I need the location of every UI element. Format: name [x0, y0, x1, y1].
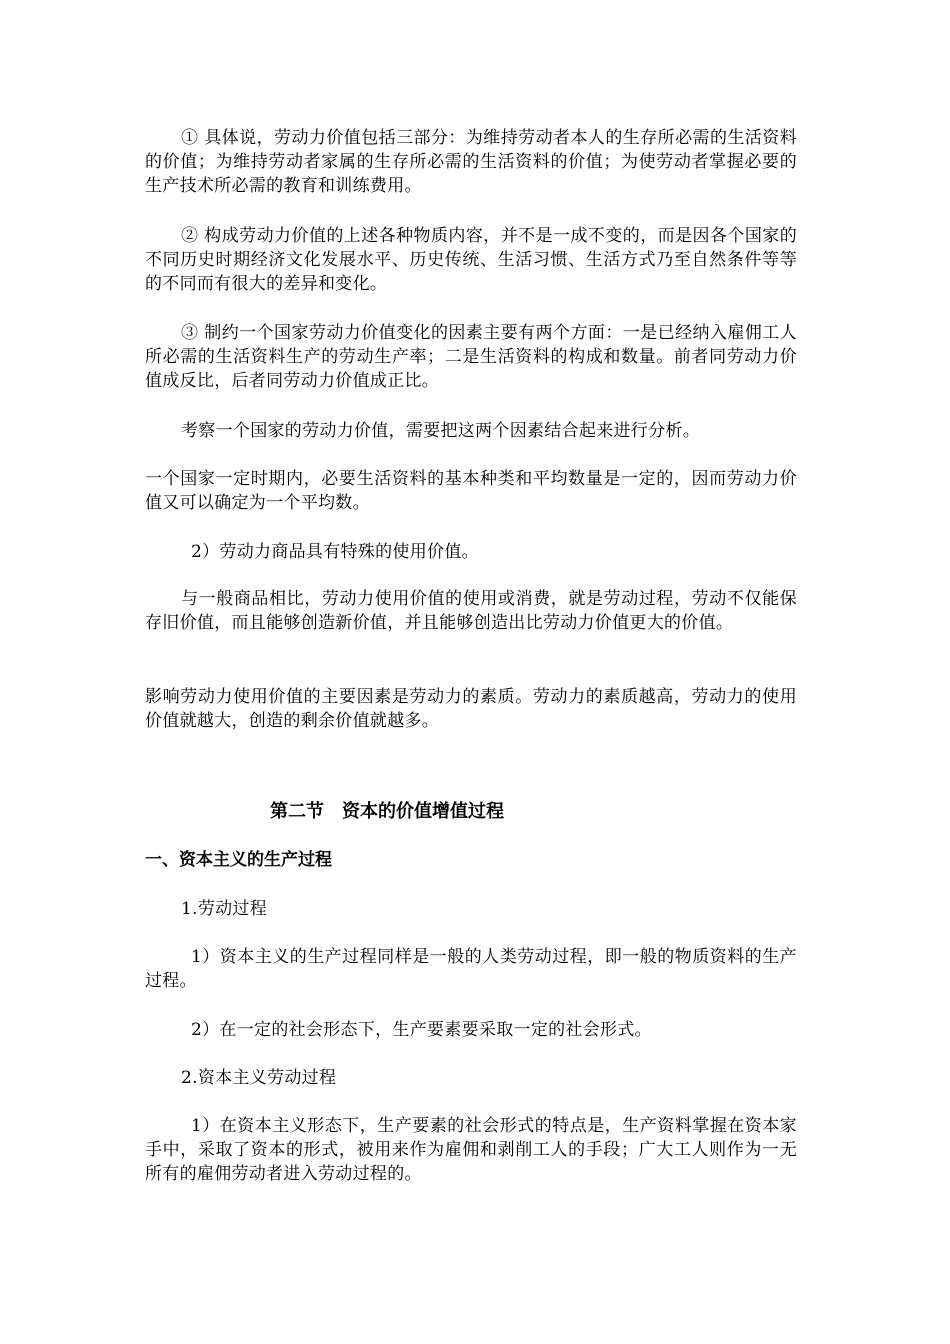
paragraph-labor-value-variation: ② 构成劳动力价值的上述各种物质内容，并不是一成不变的，而是因各个国家的不同历史时期经济文化发展水平、历史传统、生活习惯、生活方式乃至自然条件等等的不同而有很大的差异和变化。 [145, 226, 797, 294]
paragraph-labor-value-factors: ③ 制约一个国家劳动力价值变化的因素主要有两个方面：一是已经纳入雇佣工人所必需的生活资料生产的劳动生产率；二是生活资料的构成和数量。前者同劳动力价值成反比，后者同劳动力价值成正比。 [145, 323, 797, 391]
paragraph-labor-value-components: ① 具体说，劳动力价值包括三部分：为维持劳动者本人的生存所必需的生活资料的价值；为维持劳动者家属的生存所必需的生活资料的价值；为使劳动者掌握必要的生产技术所必需的教育和训练费用。 [145, 128, 797, 196]
item-title-capitalist-labor-process: 2.资本主义劳动过程 [181, 1068, 337, 1088]
paragraph-labor-quality: 影响劳动力使用价值的主要因素是劳动力的素质。劳动力的素质越高，劳动力的使用价值就越大，创造的剩余价值就越多。 [145, 687, 797, 731]
paragraph-average-value: 一个国家一定时期内，必要生活资料的基本种类和平均数量是一定的，因而劳动力价值又可以确定为一个平均数。 [145, 469, 797, 513]
paragraph-capitalist-form: 1）在资本主义形态下，生产要素的社会形式的特点是，生产资料掌握在资本家手中，采取了资本的形式，被用来作为雇佣和剥削工人的手段；广大工人则作为一无所有的雇佣劳动者进入劳动过程的。 [145, 1116, 797, 1184]
paragraph-special-use-value: 2）劳动力商品具有特殊的使用价值。 [191, 542, 479, 562]
section-title: 第二节 资本的价值增值过程 [270, 801, 504, 822]
paragraph-analysis-note: 考察一个国家的劳动力价值，需要把这两个因素结合起来进行分析。 [181, 421, 700, 441]
item-title-labor-process: 1.劳动过程 [181, 899, 268, 919]
paragraph-use-value-consumption: 与一般商品相比，劳动力使用价值的使用或消费，就是劳动过程，劳动不仅能保存旧价值，而且能够创造新价值，并且能够创造出比劳动力价值更大的价值。 [145, 589, 797, 633]
paragraph-capitalist-production: 1）资本主义的生产过程同样是一般的人类劳动过程，即一般的物质资料的生产过程。 [145, 947, 797, 991]
subsection-title: 一、资本主义的生产过程 [145, 850, 332, 870]
paragraph-social-form: 2）在一定的社会形态下，生产要素要采取一定的社会形式。 [191, 1020, 652, 1040]
